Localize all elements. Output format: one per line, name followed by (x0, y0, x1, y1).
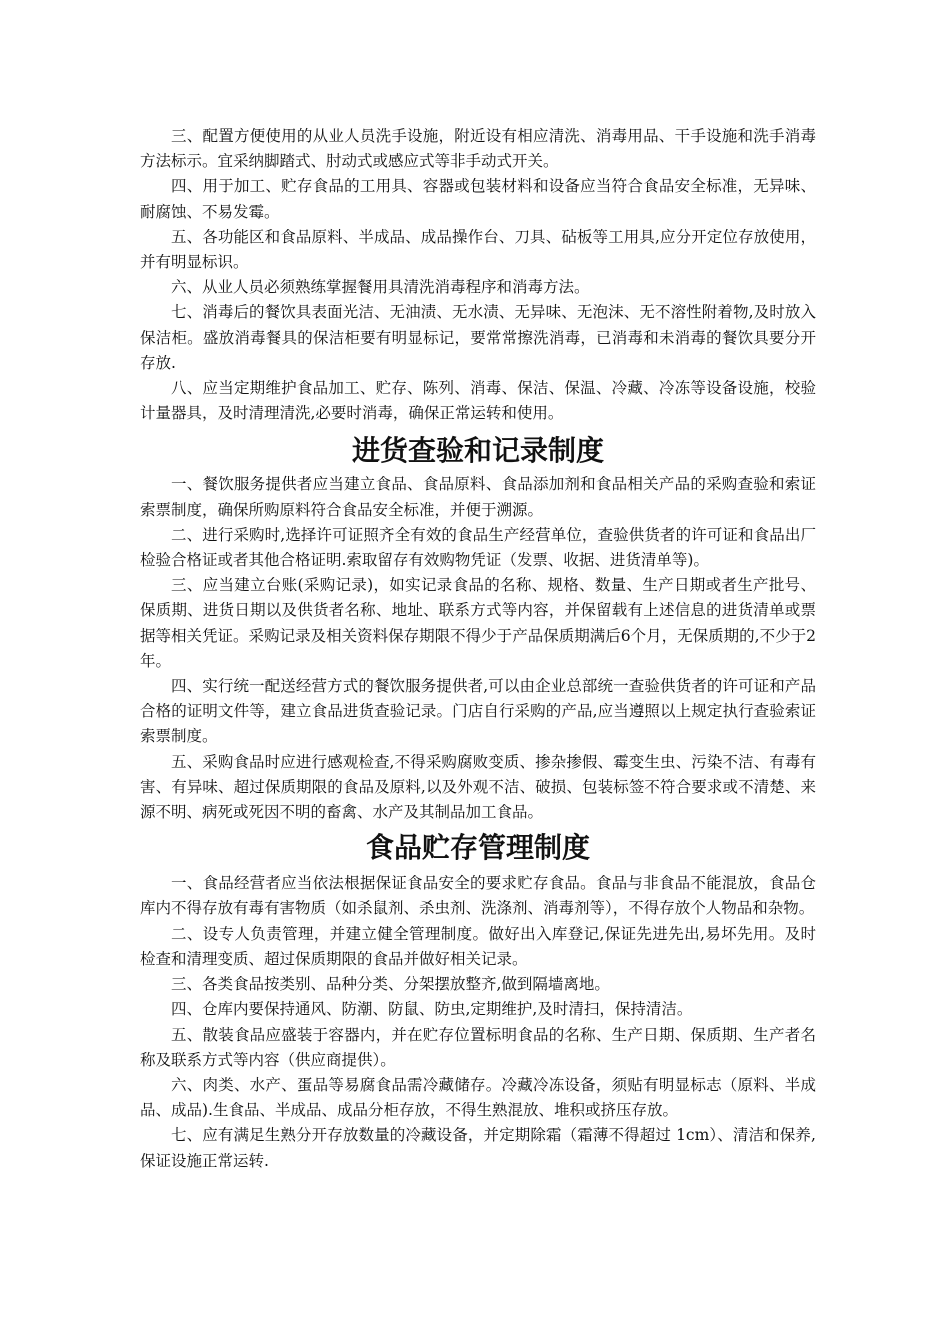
storage-section (140, 831, 816, 1173)
paragraph: 六、肉类、水产、蛋品等易腐食品需冷藏储存。冷藏冷冻设备，须贴有明显标志（原料、半成品、成品).生食品、半成品、成品分柜存放，不得生熟混放、堆积或挤压存放。 (140, 1075, 816, 1120)
paragraph: 二、设专人负责管理，并建立健全管理制度。做好出入库登记,保证先进先出,易坏先用。及时检查和清理变质、超过保质期限的食品并做好相关记录。 (140, 924, 816, 968)
paragraph: 五、采购食品时应进行感观检查,不得采购腐败变质、掺杂掺假、霉变生虫、污染不洁、有毒有害、有异味、超过保质期限的食品及原料,以及外观不洁、破损、包装标签不符合要求或不清楚、来源不明、病死或死因不明的畜禽、水产及其制品加工食品。 (140, 752, 816, 822)
document-page (140, 124, 816, 1174)
paragraph: 四、仓库内要保持通风、防潮、防鼠、防虫,定期维护,及时清扫，保持清洁。 (171, 1000, 693, 1019)
paragraph: 三、配置方便使用的从业人员洗手设施，附近设有相应清洗、消毒用品、干手设施和洗手消毒方法标示。宜采纳脚踏式、肘动式或感应式等非手动式开关。 (140, 127, 816, 171)
paragraph: 二、进行采购时,选择许可证照齐全有效的食品生产经营单位，查验供货者的许可证和食品出厂检验合格证或者其他合格证明.索取留存有效购物凭证（发票、收据、进货清单等)。 (140, 525, 816, 570)
intro-section (140, 124, 816, 426)
section-title: 食品贮存管理制度 (365, 831, 590, 865)
paragraph: 三、应当建立台账(采购记录)，如实记录食品的名称、规格、数量、生产日期或者生产批号、保质期、进货日期以及供货者名称、地址、联系方式等内容，并保留载有上述信息的进货清单或票据等相关凭证。采购记录及相关资料保存期限不得少于产品保质期满后6个月，无保质期的,不少于2年。 (140, 576, 816, 670)
paragraph: 四、用于加工、贮存食品的工用具、容器或包装材料和设备应当符合食品安全标准，无异味、耐腐蚀、不易发霉。 (140, 177, 816, 221)
paragraph: 六、从业人员必须熟练掌握餐用具清洗消毒程序和消毒方法。 (171, 278, 590, 297)
section-title: 进货查验和记录制度 (351, 434, 604, 468)
paragraph: 一、食品经营者应当依法根据保证食品安全的要求贮存食品。食品与非食品不能混放，食品仓库内不得存放有毒有害物质（如杀鼠剂、杀虫剂、洗涤剂、消毒剂等），不得存放个人物品和杂物。 (140, 874, 816, 918)
paragraph: 五、各功能区和食品原料、半成品、成品操作台、刀具、砧板等工用具,应分开定位存放使用，并有明显标识。 (140, 227, 816, 272)
paragraph: 四、实行统一配送经营方式的餐饮服务提供者,可以由企业总部统一查验供货者的许可证和产品合格的证明文件等，建立食品进货查验记录。门店自行采购的产品,应当遵照以上规定执行查验索证索票制度。 (140, 677, 816, 746)
paragraph: 七、应有满足生熟分开存放数量的冷藏设备，并定期除霜（霜薄不得超过 1cm）、清洁和保养,保证设施正常运转. (140, 1126, 816, 1170)
purchase-section (140, 434, 816, 825)
paragraph: 三、各类食品按类别、品种分类、分架摆放整齐,做到隔墙离地。 (171, 975, 610, 994)
paragraph: 五、散装食品应盛装于容器内，并在贮存位置标明食品的名称、生产日期、保质期、生产者名称及联系方式等内容（供应商提供）。 (140, 1025, 816, 1069)
paragraph: 一、餐饮服务提供者应当建立食品、食品原料、食品添加剂和食品相关产品的采购查验和索证索票制度，确保所购原料符合食品安全标准，并便于溯源。 (140, 475, 816, 519)
paragraph: 八、应当定期维护食品加工、贮存、陈列、消毒、保洁、保温、冷藏、冷冻等设备设施，校验计量器具，及时清理清洗,必要时消毒，确保正常运转和使用。 (140, 379, 816, 423)
paragraph: 七、消毒后的餐饮具表面光洁、无油渍、无水渍、无异味、无泡沫、无不溶性附着物,及时放入保洁柜。盛放消毒餐具的保洁柜要有明显标记，要常常擦洗消毒，已消毒和未消毒的餐饮具要分开存放. (140, 303, 816, 372)
